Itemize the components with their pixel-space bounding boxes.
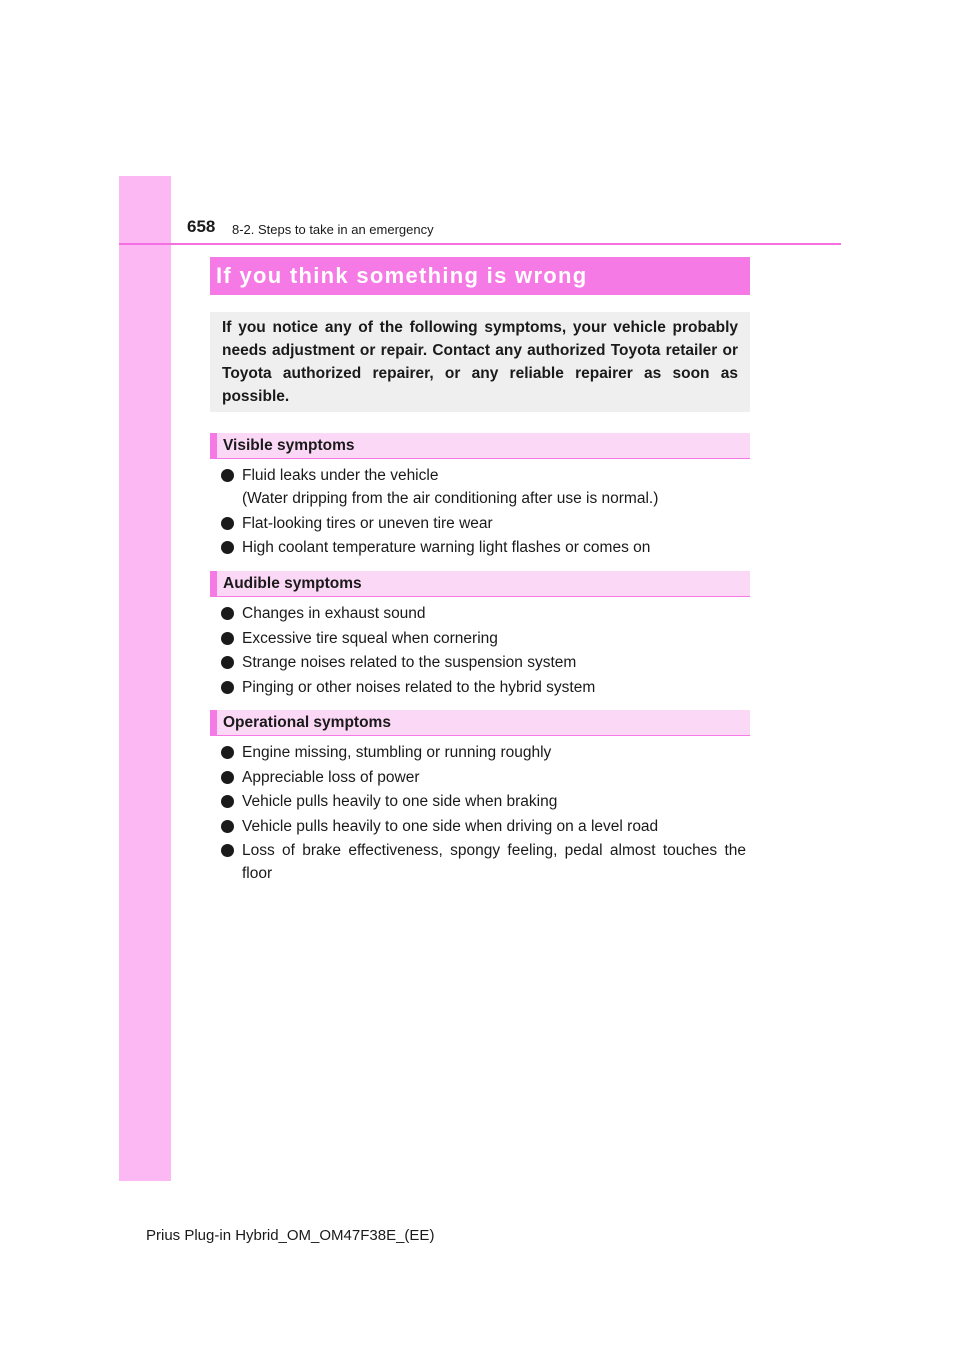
- bullet-icon: [221, 681, 234, 694]
- side-tab-strip: [119, 176, 171, 1181]
- operational-symptoms-list: [221, 741, 746, 887]
- list-item-text: Engine missing, stumbling or running roughly: [242, 744, 552, 761]
- list-item: [221, 741, 746, 764]
- header-rule: [119, 243, 841, 245]
- audible-symptoms-list: [221, 602, 746, 700]
- list-item: [221, 464, 746, 510]
- list-item: [221, 536, 746, 559]
- section-heading: Operational symptoms: [223, 714, 391, 731]
- list-item: [221, 651, 746, 674]
- section-reference: 8-2. Steps to take in an emergency: [232, 222, 434, 237]
- bullet-icon: [221, 746, 234, 759]
- intro-text: If you notice any of the following symptoms, your vehicle probably needs adjustment or repair. Contact any authorized Toyota retailer or Toyota authorized repairer, or any reliable repairer as soon as possible.: [222, 319, 738, 405]
- bullet-icon: [221, 541, 234, 554]
- visible-symptoms-list: [221, 464, 746, 561]
- list-item: [221, 602, 746, 625]
- bullet-icon: [221, 469, 234, 482]
- bullet-icon: [221, 820, 234, 833]
- list-item-text: Appreciable loss of power: [242, 768, 420, 786]
- bullet-icon: [221, 607, 234, 620]
- list-item-text: Vehicle pulls heavily to one side when braking: [242, 793, 558, 810]
- list-item-text: Strange noises related to the suspension system: [242, 654, 577, 671]
- bullet-icon: [221, 771, 234, 784]
- list-item: [221, 839, 746, 885]
- list-item: [221, 766, 746, 789]
- bullet-icon: [221, 844, 234, 857]
- list-item-text: Excessive tire squeal when cornering: [242, 629, 498, 647]
- list-item: [221, 815, 746, 838]
- list-item-text: Fluid leaks under the vehicle (Water dripping from the air conditioning after use is normal.): [242, 467, 659, 507]
- page-number: 658: [187, 217, 216, 236]
- bullet-icon: [221, 517, 234, 530]
- list-item-text: Pinging or other noises related to the hybrid system: [242, 678, 596, 696]
- page-title: If you think something is wrong: [216, 263, 588, 288]
- section-heading: Visible symptoms: [223, 437, 355, 454]
- list-item-text: Vehicle pulls heavily to one side when driving on a level road: [242, 817, 659, 835]
- section-header-audible: [210, 571, 750, 597]
- list-item: [221, 512, 746, 535]
- page-title-bar: [210, 257, 750, 295]
- bullet-icon: [221, 632, 234, 645]
- section-header-visible: [210, 433, 750, 459]
- list-item-text: Loss of brake effectiveness, spongy feeling, pedal almost touches the floor: [242, 842, 746, 882]
- list-item: [221, 627, 746, 650]
- bullet-icon: [221, 656, 234, 669]
- list-item: [221, 790, 746, 813]
- footer-doc-id: Prius Plug-in Hybrid_OM_OM47F38E_(EE): [146, 1227, 435, 1244]
- bullet-icon: [221, 795, 234, 808]
- list-item-text: Changes in exhaust sound: [242, 605, 426, 622]
- section-heading: Audible symptoms: [223, 575, 362, 592]
- list-item-text: High coolant temperature warning light flashes or comes on: [242, 539, 651, 556]
- list-item-text: Flat-looking tires or uneven tire wear: [242, 514, 493, 532]
- list-item: [221, 676, 746, 699]
- intro-box: [210, 312, 750, 412]
- section-header-operational: [210, 710, 750, 736]
